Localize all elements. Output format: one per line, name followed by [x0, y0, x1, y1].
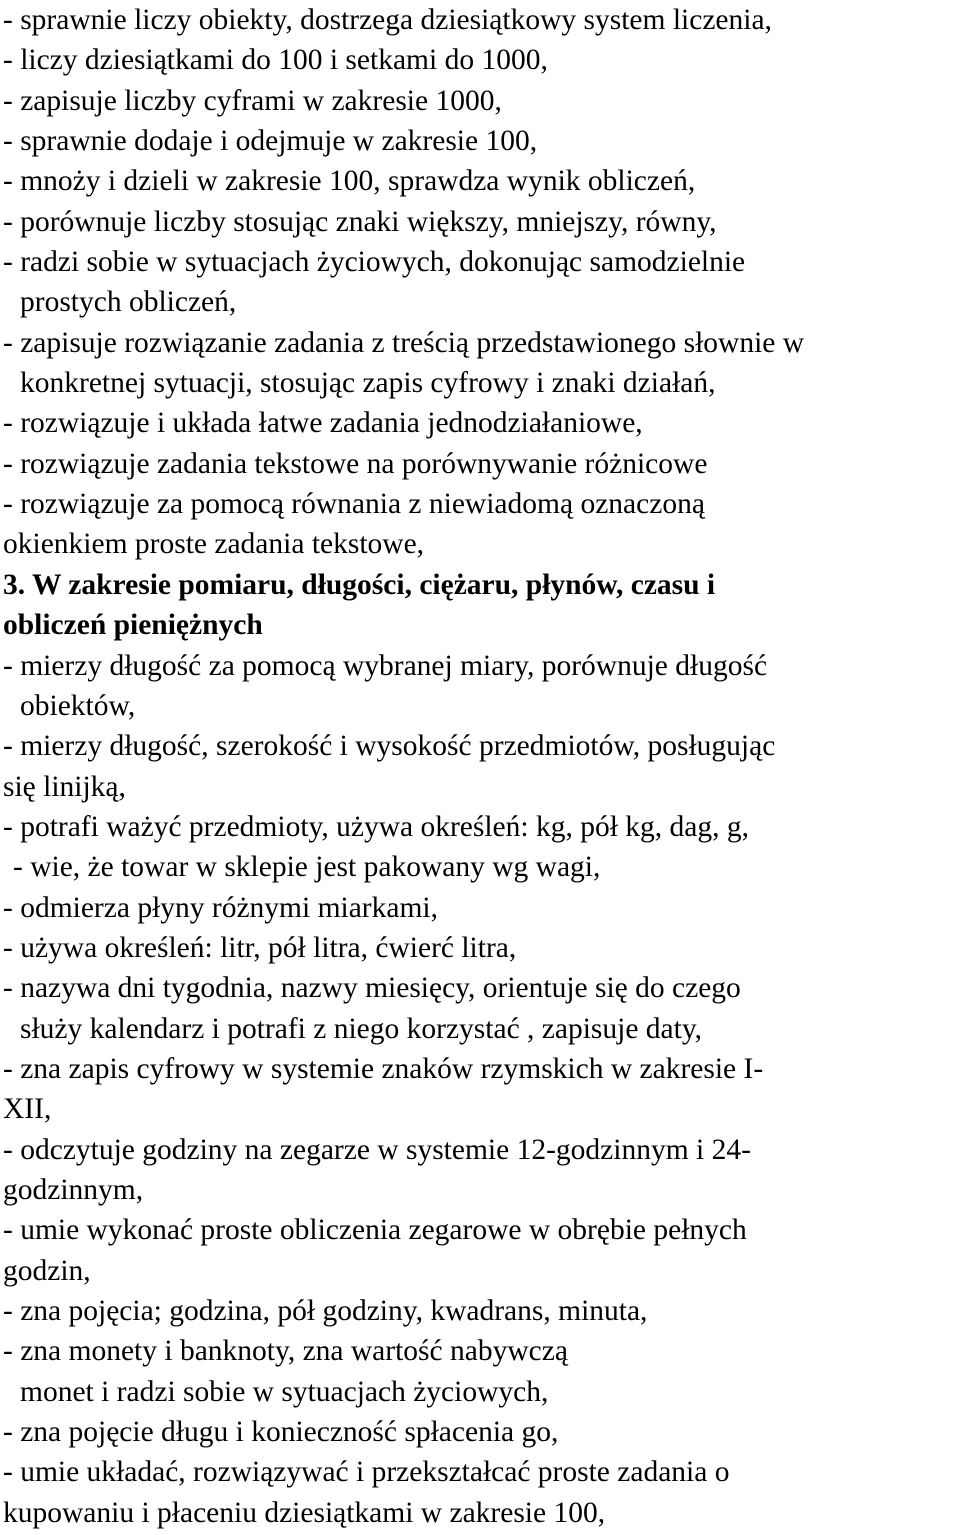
- text-line: - sprawnie liczy obiekty, dostrzega dziesiątkowy system liczenia,: [3, 4, 772, 36]
- text-line: obiektów,: [20, 689, 136, 722]
- text-line: godzinnym,: [3, 1173, 144, 1206]
- text-line: - mierzy długość, szerokość i wysokość przedmiotów, posługując: [3, 730, 776, 763]
- text-line: - używa określeń: litr, pół litra, ćwierć litra,: [3, 931, 517, 964]
- text-line: - rozwiązuje i układa łatwe zadania jednodziałaniowe,: [3, 407, 643, 440]
- text-line: - umie układać, rozwiązywać i przekształcać proste zadania o: [3, 1456, 730, 1489]
- text-line: - sprawnie dodaje i odejmuje w zakresie 100,: [3, 125, 538, 158]
- text-line: - odczytuje godziny na zegarze w systemie 12-godzinnym i 24-: [3, 1133, 751, 1166]
- text-line: - zna pojęcie długu i konieczność spłacenia go,: [3, 1416, 559, 1449]
- section-heading-line: obliczeń pieniężnych: [3, 609, 263, 642]
- text-line: konkretnej sytuacji, stosując zapis cyfrowy i znaki działań,: [20, 367, 716, 400]
- text-line: - zna pojęcia; godzina, pół godziny, kwadrans, minuta,: [3, 1295, 648, 1327]
- text-line: - rozwiązuje za pomocą równania z niewiadomą oznaczoną: [3, 488, 705, 521]
- text-line: prostych obliczeń,: [20, 286, 237, 319]
- text-line: - porównuje liczby stosując znaki większy, mniejszy, równy,: [3, 205, 717, 238]
- text-line: kupowaniu i płaceniu dziesiątkami w zakresie 100,: [3, 1496, 606, 1529]
- text-line: - odmierza płyny różnymi miarkami,: [3, 891, 438, 924]
- text-line: okienkiem proste zadania tekstowe,: [3, 528, 425, 561]
- text-line: - wie, że towar w sklepie jest pakowany wg wagi,: [13, 851, 601, 884]
- text-line: - zapisuje rozwiązanie zadania z treścią przedstawionego słownie w: [3, 326, 805, 359]
- text-line: - umie wykonać proste obliczenia zegarowe w obrębie pełnych: [3, 1214, 747, 1247]
- text-line: - rozwiązuje zadania tekstowe na porównywanie różnicowe: [3, 447, 708, 480]
- section-heading-line: 3. W zakresie pomiaru, długości, ciężaru, płynów, czasu i: [3, 568, 716, 601]
- text-line: - mierzy długość za pomocą wybranej miary, porównuje długość: [3, 649, 768, 682]
- text-line: - liczy dziesiątkami do 100 i setkami do 1000,: [3, 44, 548, 77]
- text-line: - radzi sobie w sytuacjach życiowych, dokonując samodzielnie: [3, 246, 746, 279]
- text-line: - zapisuje liczby cyframi w zakresie 1000,: [3, 84, 502, 117]
- text-line: służy kalendarz i potrafi z niego korzystać , zapisuje daty,: [20, 1012, 703, 1045]
- text-line: monet i radzi sobie w sytuacjach życiowych,: [20, 1375, 549, 1408]
- text-line: się linijką,: [3, 770, 126, 803]
- text-line: godzin,: [3, 1254, 91, 1287]
- text-line: - zna zapis cyfrowy w systemie znaków rzymskich w zakresie I-: [3, 1052, 764, 1085]
- text-line: - zna monety i banknoty, zna wartość nabywczą: [3, 1335, 568, 1368]
- text-line: - mnoży i dzieli w zakresie 100, sprawdza wynik obliczeń,: [3, 165, 696, 198]
- text-line: - nazywa dni tygodnia, nazwy miesięcy, orientuje się do czego: [3, 972, 741, 1005]
- text-line: XII,: [3, 1093, 52, 1126]
- text-line: - potrafi ważyć przedmioty, używa określeń: kg, pół kg, dag, g,: [3, 810, 750, 843]
